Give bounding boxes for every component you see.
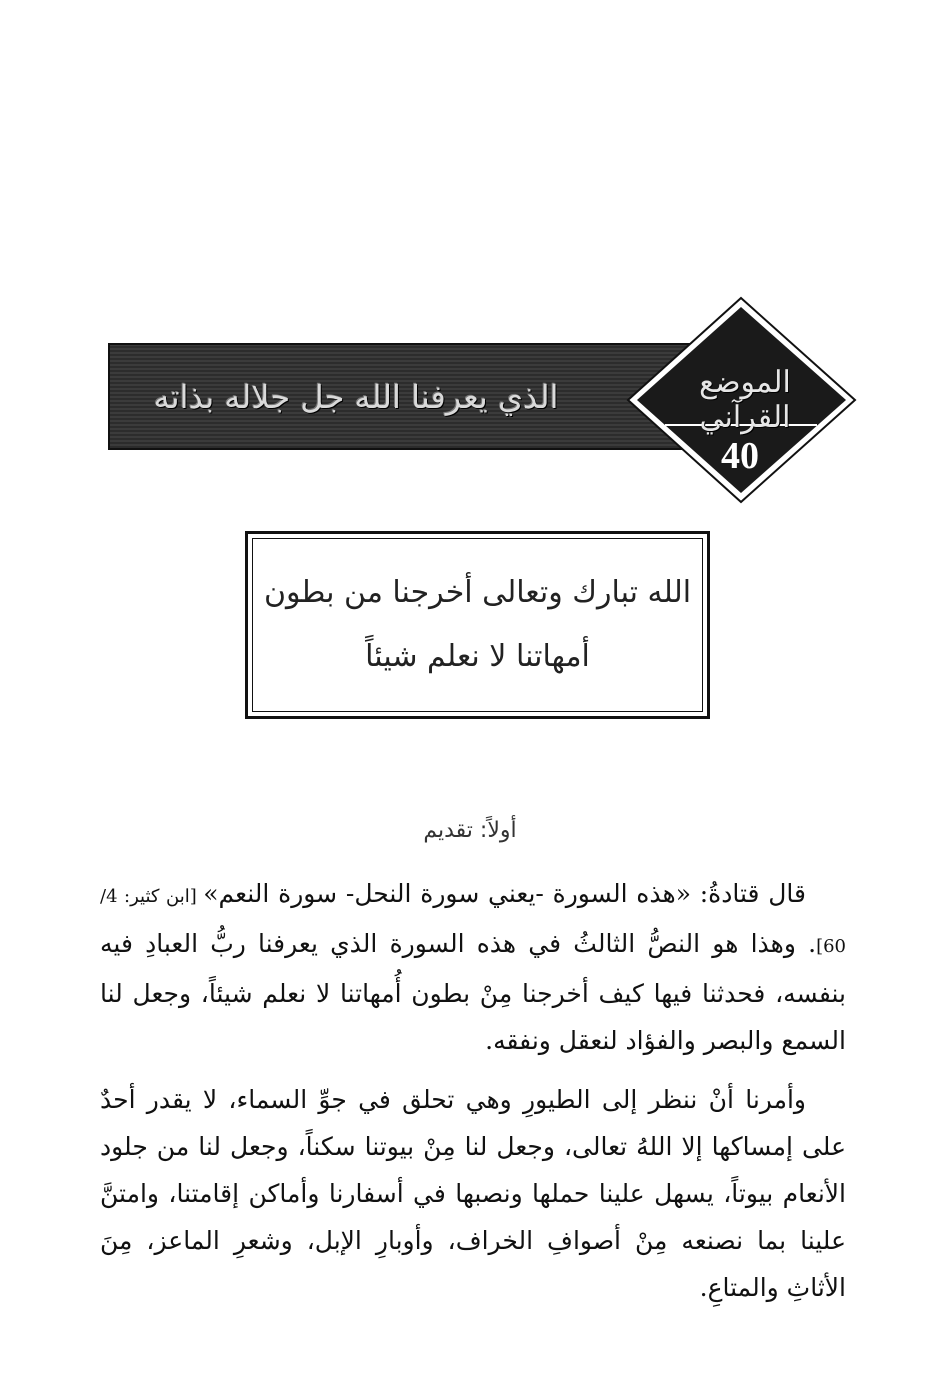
paragraph-2: وأمرنا أنْ ننظر إلى الطيورِ وهي تحلق في جوِّ السماء، لا يقدر أحدٌ على إمساكها إلا اللهُ تعالى، وجعل لنا مِنْ بيوتنا سكناً، وجعل لنا من جلود الأنعام بيوتاً، يسهل علينا حملها ونصبها في أسفارنا وأماكن إقامتنا، وامتنَّ علينا بما نصنعه مِنْ أصوافِ الخراف، وأوبارِ الإبل، وشعرِ الماعز، مِنَ الأثاثِ والمتاعِ. <box>100 1085 846 1302</box>
paragraph-1-text: قال قتادةُ: «هذه السورة -يعني سورة النحل- سورة النعم» <box>203 879 806 908</box>
frame-line-1: الله تبارك وتعالى أخرجنا من بطون <box>263 575 692 610</box>
paragraph-1-rest: . وهذا هو النصُّ الثالثُ في هذه السورة الذي يعرفنا ربُّ العبادِ فيه بنفسه، فحدثنا فيها كيف أخرجنا مِنْ بطون أُمهاتنا لا نعلم شيئاً، وجعل لنا السمع والبصر والفؤاد لنعقل ونفقه. <box>100 929 846 1055</box>
citation-ref: [ابن كثير: 4/ 60] <box>100 886 846 957</box>
banner-title: الذي يعرفنا الله جل جلاله بذاته <box>153 377 559 416</box>
header-banner <box>108 343 694 450</box>
body-text <box>100 870 846 1323</box>
paragraph-1 <box>100 870 846 1064</box>
highlight-frame <box>245 531 710 719</box>
section-heading: أولاً: تقديم <box>423 818 517 843</box>
badge-number: 40 <box>721 435 759 477</box>
badge-label: الموضع القرآني <box>699 365 791 435</box>
highlight-frame-inner <box>252 538 703 712</box>
frame-line-2: أمهاتنا لا نعلم شيئاً <box>365 639 590 674</box>
